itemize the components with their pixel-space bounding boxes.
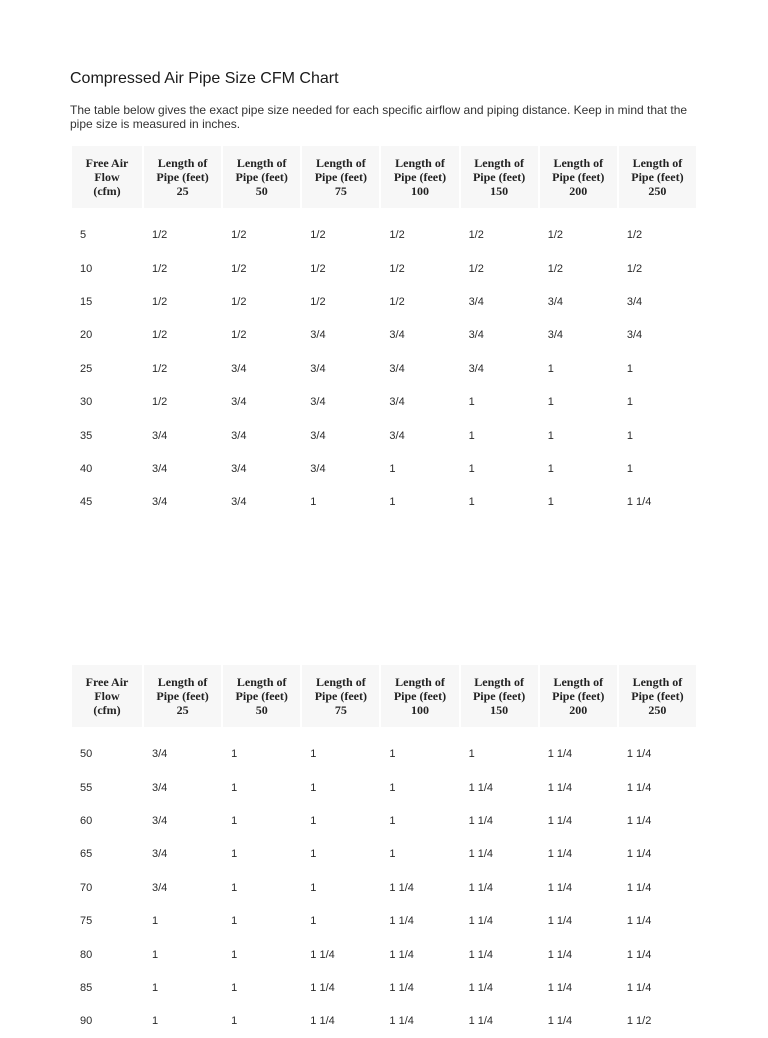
column-header-line: 25 — [176, 703, 189, 717]
pipe-size-cell: 1/2 — [468, 262, 484, 275]
pipe-size-cell: 3/4 — [231, 396, 247, 409]
pipe-size-cell: 1 — [152, 982, 159, 995]
pipe-size-cell: 1/2 — [152, 296, 168, 309]
cfm-cell: 15 — [80, 296, 93, 309]
table-header-row — [72, 665, 696, 727]
pipe-size-cell: 1 — [468, 429, 475, 442]
column-header-line: Pipe (feet) — [472, 170, 526, 184]
pipe-size-cell: 1 1/4 — [626, 881, 652, 894]
column-header-line: 75 — [334, 184, 347, 198]
cfm-cell: 50 — [80, 748, 93, 760]
column-header — [302, 665, 379, 727]
column-header-line: Length of — [157, 156, 208, 170]
cfm-cell: 60 — [80, 815, 93, 828]
pipe-size-cell: 3/4 — [152, 848, 168, 861]
column-header-line: Length of — [157, 675, 208, 689]
pipe-size-cell: 1 — [547, 429, 554, 442]
table-row — [72, 971, 696, 1004]
column-header-line: Length of — [632, 675, 683, 689]
cfm-cell: 35 — [80, 429, 93, 442]
column-header-line: Length of — [474, 156, 524, 170]
pipe-size-cell: 1 — [626, 429, 633, 442]
table-row — [72, 419, 696, 452]
pipe-size-cell: 3/4 — [626, 329, 643, 342]
column-header-line: Length of — [236, 675, 287, 689]
pipe-size-cell: 1 — [547, 362, 554, 375]
cfm-cell: 75 — [80, 915, 93, 928]
table-row — [72, 252, 696, 285]
pipe-size-cell: 1 — [310, 848, 317, 861]
table-row — [72, 727, 696, 771]
table-row — [72, 905, 696, 938]
column-header — [72, 665, 142, 727]
pipe-size-cell: 1 1/4 — [626, 915, 652, 928]
pipe-size-cell: 1 — [310, 748, 317, 760]
pipe-size-cell: 1 1/4 — [547, 848, 573, 861]
pipe-size-cell: 1 — [152, 1015, 159, 1028]
column-header-line: 100 — [410, 184, 429, 198]
table-row — [72, 452, 696, 485]
pipe-size-cell: 1 — [231, 848, 238, 861]
pipe-size-cell: 1 — [547, 496, 554, 509]
pipe-size-cell: 1 1/4 — [468, 815, 494, 828]
pipe-size-cell: 1 — [468, 463, 475, 476]
column-header — [144, 146, 221, 208]
pipe-size-cell: 1 1/4 — [547, 881, 573, 894]
column-header-line: Pipe (feet) — [552, 689, 605, 703]
cfm-cell: 45 — [80, 496, 93, 509]
table-row — [72, 285, 696, 318]
pipe-size-cell: 3/4 — [152, 748, 168, 760]
column-header-line: Free Air — [85, 156, 129, 170]
pipe-size-cell: 1 1/4 — [310, 1015, 335, 1028]
pipe-size-cell: 1/2 — [152, 362, 168, 375]
cfm-cell: 70 — [80, 881, 93, 894]
cfm-cell: 65 — [80, 848, 93, 861]
column-header-line: Length of — [395, 675, 445, 689]
cfm-cell: 40 — [80, 463, 93, 476]
pipe-size-cell: 1 1/4 — [626, 781, 652, 794]
pipe-size-cell: 1 — [389, 848, 396, 861]
pipe-size-cell: 3/4 — [310, 329, 326, 342]
pipe-size-cell: 1 — [152, 948, 159, 961]
pipe-size-cell: 1/2 — [231, 229, 247, 241]
pipe-size-table-2 — [70, 665, 698, 1038]
pipe-size-cell: 1 1/4 — [547, 982, 573, 995]
column-header-line: 75 — [334, 703, 347, 717]
column-header-line: Pipe (feet) — [235, 170, 288, 184]
table-row — [72, 871, 696, 904]
column-header — [144, 665, 221, 727]
pipe-size-cell: 1 1/4 — [468, 781, 494, 794]
pipe-size-cell: 3/4 — [152, 881, 168, 894]
pipe-size-cell: 1 — [389, 815, 396, 828]
column-header-line: 200 — [569, 703, 588, 717]
pipe-size-cell: 1/2 — [310, 296, 326, 309]
cfm-cell: 85 — [80, 982, 93, 995]
table-body — [72, 208, 696, 519]
pipe-size-cell: 1 — [310, 815, 317, 828]
pipe-size-cell: 3/4 — [310, 463, 326, 476]
cfm-cell: 80 — [80, 948, 93, 961]
column-header-line: Length of — [316, 156, 366, 170]
column-header-line: 250 — [648, 703, 667, 717]
pipe-size-cell: 1 — [231, 948, 238, 961]
pipe-size-cell: 3/4 — [231, 362, 247, 375]
pipe-size-cell: 1 — [231, 748, 238, 760]
pipe-size-cell: 1 — [231, 1015, 238, 1028]
pipe-size-cell: 1/2 — [152, 229, 168, 241]
pipe-size-cell: 3/4 — [468, 362, 484, 375]
pipe-size-cell: 1 — [626, 362, 633, 375]
pipe-size-cell: 1 1/4 — [389, 881, 414, 894]
table-row — [72, 319, 696, 352]
table-row — [72, 771, 696, 804]
pipe-size-cell: 1/2 — [468, 229, 484, 241]
column-header — [72, 146, 142, 208]
pipe-size-cell: 3/4 — [389, 329, 405, 342]
pipe-size-cell: 1/2 — [389, 262, 405, 275]
column-header-line: Length of — [316, 675, 366, 689]
pipe-size-cell: 1 1/4 — [626, 748, 652, 760]
column-header-line: 250 — [648, 184, 667, 198]
column-header-line: 100 — [410, 703, 429, 717]
pipe-size-cell: 3/4 — [231, 463, 247, 476]
column-header-line: 50 — [255, 703, 268, 717]
pipe-size-cell: 1 — [468, 748, 475, 760]
column-header — [381, 665, 458, 727]
pipe-size-cell: 1 1/4 — [389, 948, 414, 961]
pipe-size-cell: 1 1/4 — [468, 881, 494, 894]
column-header — [619, 665, 696, 727]
pipe-size-cell: 1/2 — [231, 329, 247, 342]
pipe-size-cell: 1/2 — [547, 262, 563, 275]
pipe-size-cell: 1 — [231, 881, 238, 894]
pipe-size-cell: 1 — [310, 881, 317, 894]
column-header — [461, 146, 538, 208]
table-row — [72, 352, 696, 385]
pipe-size-cell: 1 1/4 — [389, 915, 414, 928]
column-header — [461, 665, 538, 727]
pipe-size-cell: 1/2 — [310, 229, 326, 241]
pipe-size-cell: 1/2 — [231, 262, 247, 275]
column-header — [381, 146, 458, 208]
pipe-size-cell: 1 1/4 — [626, 496, 652, 509]
pipe-size-cell: 3/4 — [389, 429, 405, 442]
cfm-cell: 20 — [80, 329, 93, 342]
pipe-size-cell: 3/4 — [310, 429, 326, 442]
column-header-line: Flow — [94, 170, 120, 184]
column-header-line: 25 — [176, 184, 189, 198]
pipe-size-cell: 3/4 — [626, 296, 643, 309]
pipe-size-cell: 1 1/4 — [626, 982, 652, 995]
column-header-line: 150 — [490, 703, 509, 717]
column-header-line: 150 — [490, 184, 509, 198]
pipe-size-cell: 1 — [468, 496, 475, 509]
pipe-size-cell: 1 1/4 — [547, 815, 573, 828]
table-row — [72, 208, 696, 252]
column-header-line: Pipe (feet) — [314, 689, 367, 703]
pipe-size-cell: 1 1/4 — [547, 948, 573, 961]
pipe-size-cell: 1 — [152, 915, 159, 928]
table-row — [72, 838, 696, 871]
pipe-size-cell: 3/4 — [547, 296, 563, 309]
pipe-size-cell: 1 — [231, 815, 238, 828]
pipe-size-cell: 1 1/4 — [468, 915, 494, 928]
pipe-size-cell: 3/4 — [389, 396, 405, 409]
column-header — [302, 146, 379, 208]
pipe-size-cell: 1 1/2 — [626, 1015, 652, 1028]
column-header-line: Free Air — [85, 675, 129, 689]
pipe-size-cell: 1 — [626, 463, 633, 476]
pipe-size-cell: 1 1/4 — [310, 948, 335, 961]
pipe-size-cell: 1 — [310, 915, 317, 928]
pipe-size-cell: 1 1/4 — [626, 848, 652, 861]
pipe-size-cell: 1 1/4 — [468, 1015, 494, 1028]
pipe-size-cell: 1 1/4 — [626, 948, 652, 961]
pipe-size-cell: 3/4 — [152, 429, 168, 442]
pipe-size-cell: 1 — [231, 982, 238, 995]
column-header-line: Pipe (feet) — [552, 170, 605, 184]
pipe-size-cell: 1 — [389, 463, 396, 476]
pipe-size-cell: 3/4 — [231, 429, 247, 442]
page-title: Compressed Air Pipe Size CFM Chart — [70, 70, 339, 87]
column-header-line: (cfm) — [93, 703, 121, 717]
pipe-size-cell: 1 1/4 — [547, 915, 573, 928]
pipe-size-cell: 1/2 — [626, 229, 643, 241]
column-header-line: Length of — [236, 156, 287, 170]
column-header-line: Pipe (feet) — [631, 689, 684, 703]
pipe-size-cell: 3/4 — [152, 463, 168, 476]
column-header — [619, 146, 696, 208]
pipe-size-cell: 3/4 — [231, 496, 247, 509]
column-header-line: Length of — [553, 675, 604, 689]
column-header-line: (cfm) — [93, 184, 121, 198]
pipe-size-cell: 3/4 — [310, 396, 326, 409]
column-header-line: Length of — [474, 675, 524, 689]
column-header-line: 50 — [255, 184, 268, 198]
column-header-line: Pipe (feet) — [631, 170, 684, 184]
column-header-line: 200 — [569, 184, 588, 198]
pipe-size-cell: 1 — [547, 463, 554, 476]
pipe-size-cell: 1 — [626, 396, 633, 409]
pipe-size-cell: 1/2 — [547, 229, 563, 241]
pipe-size-cell: 1 1/4 — [468, 948, 494, 961]
column-header — [223, 146, 300, 208]
column-header-line: Pipe (feet) — [156, 170, 209, 184]
column-header — [223, 665, 300, 727]
cfm-cell: 25 — [80, 362, 93, 375]
column-header-line: Pipe (feet) — [235, 689, 288, 703]
pipe-size-cell: 1/2 — [389, 296, 405, 309]
column-header-line: Length of — [553, 156, 604, 170]
pipe-size-cell: 1 — [231, 915, 238, 928]
pipe-size-cell: 1 1/4 — [389, 1015, 414, 1028]
pipe-size-cell: 1 — [547, 396, 554, 409]
cfm-cell: 10 — [80, 262, 93, 275]
pipe-size-cell: 1 1/4 — [547, 781, 573, 794]
cfm-cell: 5 — [80, 229, 87, 241]
pipe-size-cell: 1 1/4 — [626, 815, 652, 828]
cfm-cell: 90 — [80, 1015, 93, 1028]
pipe-size-cell: 1 — [389, 748, 396, 760]
pipe-size-cell: 1/2 — [152, 262, 168, 275]
pipe-size-cell: 3/4 — [468, 296, 484, 309]
pipe-size-cell: 1 1/4 — [547, 748, 573, 760]
pipe-size-cell: 1 1/4 — [547, 1015, 573, 1028]
table-row — [72, 938, 696, 971]
cfm-cell: 30 — [80, 396, 93, 409]
pipe-size-cell: 3/4 — [152, 496, 168, 509]
column-header-line: Pipe (feet) — [393, 689, 447, 703]
pipe-size-cell: 1 1/4 — [468, 982, 494, 995]
column-header — [540, 665, 617, 727]
pipe-size-cell: 1 — [389, 781, 396, 794]
pipe-size-cell: 3/4 — [152, 815, 168, 828]
column-header-line: Pipe (feet) — [314, 170, 367, 184]
pipe-size-cell: 1/2 — [152, 396, 168, 409]
table-row — [72, 386, 696, 419]
intro-paragraph: The table below gives the exact pipe size needed for each specific airflow and piping distance. Keep in mind that the pipe size is measured in inches. — [70, 103, 688, 131]
pipe-size-table-1 — [70, 146, 698, 519]
pipe-size-cell: 3/4 — [152, 781, 168, 794]
column-header-line: Pipe (feet) — [472, 689, 526, 703]
pipe-size-cell: 1/2 — [310, 262, 326, 275]
pipe-size-cell: 1 — [468, 396, 475, 409]
pipe-size-cell: 1/2 — [626, 262, 643, 275]
column-header — [540, 146, 617, 208]
pipe-size-cell: 3/4 — [547, 329, 563, 342]
pipe-size-cell: 1 — [231, 781, 238, 794]
table-body — [72, 727, 696, 1038]
cfm-cell: 55 — [80, 781, 93, 794]
table-row — [72, 486, 696, 519]
column-header-line: Pipe (feet) — [393, 170, 447, 184]
table-row — [72, 1005, 696, 1038]
pipe-size-cell: 1/2 — [231, 296, 247, 309]
pipe-size-cell: 1 1/4 — [468, 848, 494, 861]
pipe-size-cell: 1 1/4 — [310, 982, 335, 995]
pipe-size-cell: 1 — [389, 496, 396, 509]
pipe-size-cell: 1 — [310, 781, 317, 794]
pipe-size-cell: 1 1/4 — [389, 982, 414, 995]
pipe-size-cell: 3/4 — [468, 329, 484, 342]
pipe-size-cell: 3/4 — [389, 362, 405, 375]
table-header-row — [72, 146, 696, 208]
table-row — [72, 804, 696, 837]
pipe-size-cell: 1 — [310, 496, 317, 509]
column-header-line: Pipe (feet) — [156, 689, 209, 703]
column-header-line: Length of — [632, 156, 683, 170]
column-header-line: Length of — [395, 156, 445, 170]
pipe-size-cell: 1/2 — [389, 229, 405, 241]
pipe-size-cell: 3/4 — [310, 362, 326, 375]
column-header-line: Flow — [94, 689, 120, 703]
pipe-size-cell: 1/2 — [152, 329, 168, 342]
